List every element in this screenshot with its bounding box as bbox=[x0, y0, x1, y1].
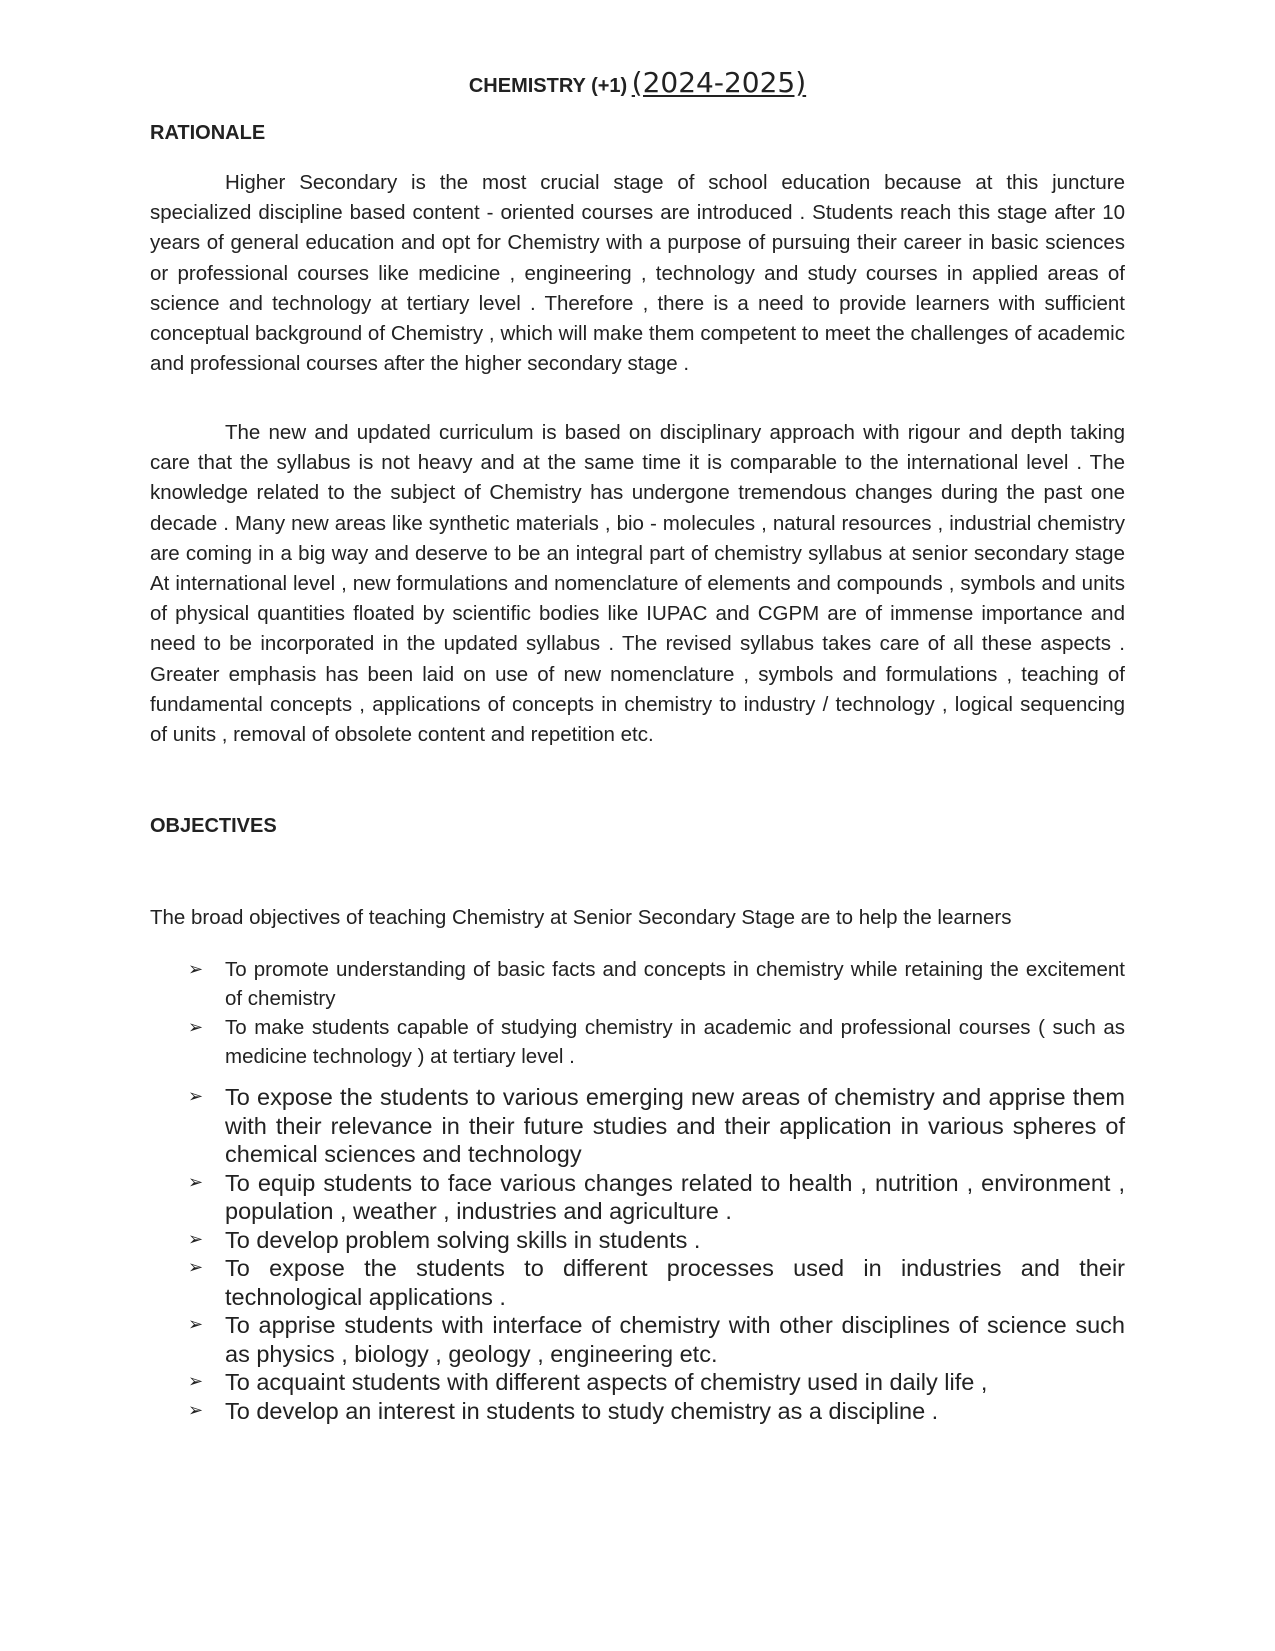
objective-text: To apprise students with interface of chemistry with other disciplines of science such as physics , biology , geology , engineering etc. bbox=[225, 1312, 1125, 1367]
document-title bbox=[150, 66, 1125, 99]
arrow-bullet-icon: ➢ bbox=[188, 1314, 204, 1335]
rationale-heading: RATIONALE bbox=[150, 122, 266, 144]
arrow-bullet-icon: ➢ bbox=[188, 1228, 204, 1250]
arrow-bullet-icon: ➢ bbox=[188, 1371, 204, 1392]
arrow-bullet-icon: ➢ bbox=[188, 1017, 204, 1038]
objective-item bbox=[150, 1013, 1125, 1071]
objective-item bbox=[150, 1083, 1125, 1169]
objective-text: To acquaint students with different aspects of chemistry used in daily life , bbox=[225, 1369, 988, 1395]
arrow-bullet-icon: ➢ bbox=[188, 1399, 204, 1421]
rationale-paragraph-1: Higher Secondary is the most crucial stage of school education because at this juncture specialized discipline based content - oriented courses are introduced . Students reach this stage after 10 years of general education and opt for Chemistry with a purpose of pursuing their career in basic sciences or professional courses like medicine , engineering , technology and study courses in applied areas of science and technology at tertiary level . Therefore , there is a need to provide learners with sufficient conceptual background of Chemistry , which will make them competent to meet the challenges of academic and professional courses after the higher secondary stage . bbox=[150, 171, 1125, 376]
objective-item bbox=[150, 1397, 1125, 1426]
arrow-bullet-icon: ➢ bbox=[188, 959, 204, 980]
arrow-bullet-icon: ➢ bbox=[188, 1086, 204, 1107]
objective-text: To develop problem solving skills in students . bbox=[225, 1226, 701, 1253]
objective-item bbox=[150, 1169, 1125, 1226]
objective-text: To promote understanding of basic facts and concepts in chemistry while retaining the excitement of chemistry bbox=[225, 958, 1125, 1010]
objective-text: To expose the students to various emerging new areas of chemistry and apprise them with their relevance in their future studies and their application in various spheres of chemical sciences and technology bbox=[225, 1084, 1125, 1167]
objectives-heading: OBJECTIVES bbox=[150, 815, 277, 837]
objective-text: To develop an interest in students to study chemistry as a discipline . bbox=[225, 1397, 939, 1424]
objectives-list-secondary bbox=[150, 1083, 1125, 1425]
objective-text: To expose the students to different processes used in industries and their technological applications . bbox=[225, 1255, 1125, 1310]
objectives-intro: The broad objectives of teaching Chemistry at Senior Secondary Stage are to help the learners bbox=[150, 906, 1012, 929]
rationale-paragraph-2: The new and updated curriculum is based on disciplinary approach with rigour and depth taking care that the syllabus is not heavy and at the same time it is comparable to the international level . The knowledge related to the subject of Chemistry has undergone tremendous changes during the past one decade . Many new areas like synthetic materials , bio - molecules , natural resources , industrial chemistry are coming in a big way and deserve to be an integral part of chemistry syllabus at senior secondary stage At international level , new formulations and nomenclature of elements and compounds , symbols and units of physical quantities floated by scientific bodies like IUPAC and CGPM are of immense importance and need to be incorporated in the updated syllabus . The revised syllabus takes care of all these aspects . Greater emphasis has been laid on use of new nomenclature , symbols and formulations , teaching of fundamental concepts , applications of concepts in chemistry to industry / technology , logical sequencing of units , removal of obsolete content and repetition etc. bbox=[150, 421, 1125, 747]
objective-item bbox=[150, 1226, 1125, 1255]
objective-item bbox=[150, 1254, 1125, 1311]
objective-text: To make students capable of studying chemistry in academic and professional courses ( such as medicine technology ) at tertiary level . bbox=[225, 1016, 1125, 1068]
objectives-list-primary bbox=[150, 955, 1125, 1071]
arrow-bullet-icon: ➢ bbox=[188, 1171, 204, 1193]
objective-item bbox=[150, 1311, 1125, 1368]
objective-text: To equip students to face various changes related to health , nutrition , environment , population , weather , industries and agriculture . bbox=[225, 1169, 1125, 1224]
objective-item bbox=[150, 1368, 1125, 1397]
objective-item bbox=[150, 955, 1125, 1013]
title-session-year: (2024-2025) bbox=[631, 66, 807, 99]
arrow-bullet-icon: ➢ bbox=[188, 1257, 204, 1278]
title-subject: CHEMISTRY (+1) bbox=[468, 75, 628, 97]
